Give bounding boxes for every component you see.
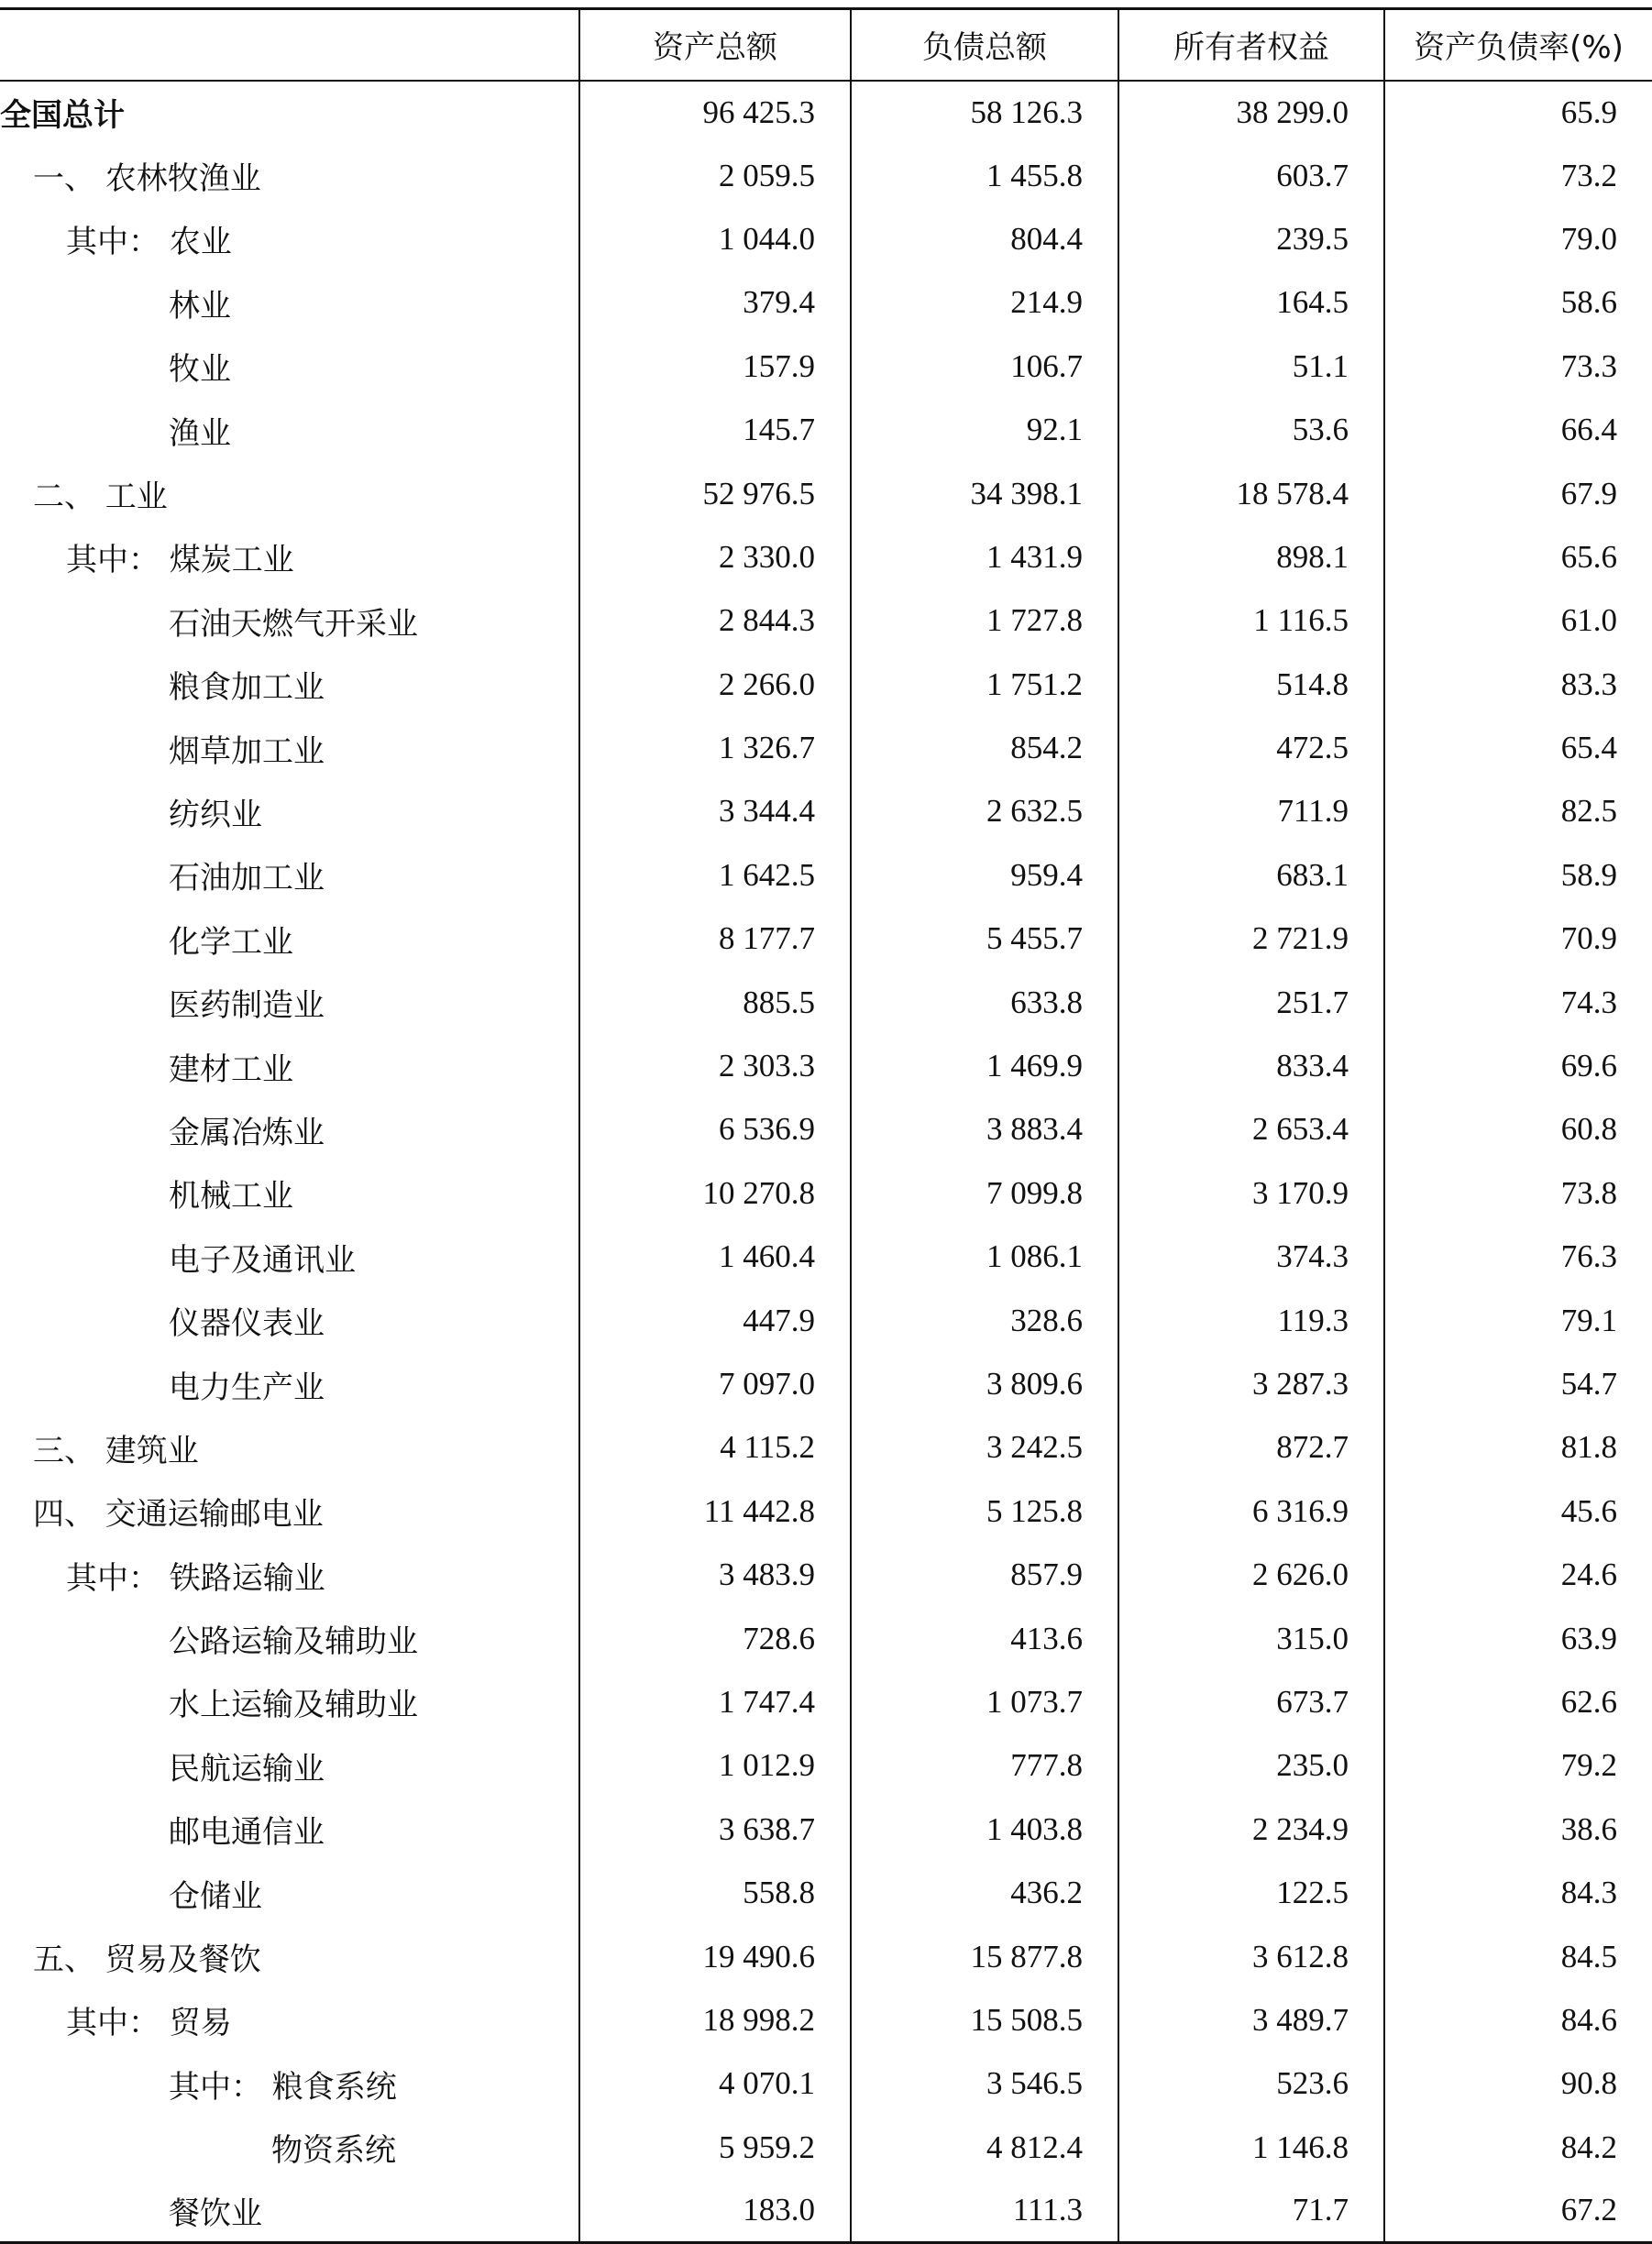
industry-name-cell	[0, 843, 579, 907]
owners-equity-cell: 315.0	[1118, 1607, 1384, 1670]
debt-ratio-cell: 73.3	[1384, 335, 1652, 398]
debt-ratio-cell: 84.6	[1384, 1988, 1652, 2052]
industry-label: 建材工业	[169, 1050, 293, 1088]
debt-ratio-cell: 82.5	[1384, 780, 1652, 843]
table-row	[0, 1034, 1652, 1097]
industry-label: 其中： 铁路运输业	[66, 1559, 325, 1597]
total-liabilities-cell: 436.2	[851, 1861, 1118, 1924]
total-liabilities-cell: 5 125.8	[851, 1480, 1118, 1543]
total-assets-cell: 1 012.9	[579, 1734, 851, 1798]
industry-label: 二、 工业	[33, 478, 168, 516]
industry-name-cell	[0, 1226, 579, 1289]
owners-equity-cell: 3 489.7	[1118, 1988, 1384, 2052]
table-row	[0, 1925, 1652, 1988]
debt-ratio-cell: 67.2	[1384, 2179, 1652, 2242]
debt-ratio-cell: 60.8	[1384, 1098, 1652, 1161]
industry-label: 餐饮业	[169, 2194, 262, 2232]
total-liabilities-cell: 1 073.7	[851, 1670, 1118, 1733]
total-liabilities-cell: 1 455.8	[851, 144, 1118, 207]
total-assets-cell: 2 303.3	[579, 1034, 851, 1097]
industry-label: 全国总计	[0, 97, 125, 135]
industry-label: 仪器仪表业	[169, 1305, 325, 1343]
industry-label: 其中： 煤炭工业	[66, 542, 294, 579]
total-assets-cell: 52 976.5	[579, 462, 851, 525]
industry-label: 渔业	[169, 414, 231, 452]
industry-name-cell	[0, 589, 579, 653]
total-assets-cell: 379.4	[579, 271, 851, 335]
owners-equity-cell: 898.1	[1118, 525, 1384, 588]
owners-equity-cell: 239.5	[1118, 207, 1384, 270]
owners-equity-cell: 122.5	[1118, 1861, 1384, 1924]
owners-equity-cell: 38 299.0	[1118, 81, 1384, 144]
table-row	[0, 908, 1652, 971]
debt-ratio-cell: 63.9	[1384, 1607, 1652, 1670]
total-liabilities-cell: 34 398.1	[851, 462, 1118, 525]
total-assets-cell: 2 266.0	[579, 653, 851, 716]
table-row	[0, 335, 1652, 398]
header-total-liabilities: 负债总额	[851, 9, 1118, 81]
total-assets-cell: 447.9	[579, 1289, 851, 1352]
total-liabilities-cell: 15 508.5	[851, 1988, 1118, 2052]
total-liabilities-cell: 3 809.6	[851, 1352, 1118, 1415]
header-row	[0, 9, 1652, 81]
debt-ratio-cell: 45.6	[1384, 1480, 1652, 1543]
owners-equity-cell: 18 578.4	[1118, 462, 1384, 525]
total-assets-cell: 3 344.4	[579, 780, 851, 843]
table-row	[0, 1798, 1652, 1861]
table-row	[0, 1734, 1652, 1798]
industry-label: 牧业	[169, 351, 231, 389]
owners-equity-cell: 235.0	[1118, 1734, 1384, 1798]
industry-label: 电子及通讯业	[169, 1241, 356, 1279]
industry-name-cell	[0, 1670, 579, 1733]
debt-ratio-cell: 24.6	[1384, 1543, 1652, 1606]
total-liabilities-cell: 2 632.5	[851, 780, 1118, 843]
table-row	[0, 2052, 1652, 2116]
industry-label: 金属冶炼业	[169, 1114, 325, 1151]
owners-equity-cell: 673.7	[1118, 1670, 1384, 1733]
industry-label: 纺织业	[169, 796, 262, 833]
industry-name-cell	[0, 398, 579, 461]
total-assets-cell: 558.8	[579, 1861, 851, 1924]
industry-label: 化学工业	[169, 923, 293, 961]
total-assets-cell: 2 330.0	[579, 525, 851, 588]
industry-label: 民航运输业	[169, 1750, 325, 1788]
industry-label: 林业	[169, 287, 231, 324]
total-assets-cell: 19 490.6	[579, 1925, 851, 1988]
header-owners-equity: 所有者权益	[1118, 9, 1384, 81]
industry-name-cell	[0, 1607, 579, 1670]
total-assets-cell: 3 638.7	[579, 1798, 851, 1861]
total-assets-cell: 2 059.5	[579, 144, 851, 207]
owners-equity-cell: 1 146.8	[1118, 2116, 1384, 2179]
owners-equity-cell: 833.4	[1118, 1034, 1384, 1097]
table-row	[0, 525, 1652, 588]
industry-label: 五、 贸易及餐饮	[33, 1942, 261, 1979]
total-liabilities-cell: 106.7	[851, 335, 1118, 398]
total-assets-cell: 10 270.8	[579, 1161, 851, 1225]
header-total-assets: 资产总额	[579, 9, 851, 81]
total-liabilities-cell: 111.3	[851, 2179, 1118, 2242]
debt-ratio-cell: 65.4	[1384, 716, 1652, 779]
industry-name-cell	[0, 1480, 579, 1543]
owners-equity-cell: 6 316.9	[1118, 1480, 1384, 1543]
total-assets-cell: 11 442.8	[579, 1480, 851, 1543]
debt-ratio-cell: 65.6	[1384, 525, 1652, 588]
total-assets-cell: 8 177.7	[579, 908, 851, 971]
debt-ratio-cell: 81.8	[1384, 1416, 1652, 1480]
table-row	[0, 462, 1652, 525]
table-row	[0, 716, 1652, 779]
industry-label: 石油天燃气开采业	[169, 605, 418, 643]
industry-name-cell	[0, 1352, 579, 1415]
debt-ratio-cell: 62.6	[1384, 1670, 1652, 1733]
debt-ratio-cell: 61.0	[1384, 589, 1652, 653]
debt-ratio-cell: 84.2	[1384, 2116, 1652, 2179]
table-row	[0, 653, 1652, 716]
debt-ratio-cell: 79.0	[1384, 207, 1652, 270]
owners-equity-cell: 51.1	[1118, 335, 1384, 398]
total-assets-cell: 2 844.3	[579, 589, 851, 653]
table-row	[0, 1289, 1652, 1352]
owners-equity-cell: 251.7	[1118, 971, 1384, 1034]
industry-name-cell	[0, 271, 579, 335]
industry-label: 物资系统	[271, 2132, 396, 2170]
table-header	[0, 9, 1652, 81]
owners-equity-cell: 872.7	[1118, 1416, 1384, 1480]
total-assets-cell: 6 536.9	[579, 1098, 851, 1161]
total-assets-cell: 183.0	[579, 2179, 851, 2242]
industry-label: 其中： 农业	[66, 224, 232, 261]
total-liabilities-cell: 3 546.5	[851, 2052, 1118, 2116]
industry-label: 石油加工业	[169, 860, 325, 897]
owners-equity-cell: 523.6	[1118, 2052, 1384, 2116]
table-row	[0, 780, 1652, 843]
industry-name-cell	[0, 2179, 579, 2242]
total-assets-cell: 1 326.7	[579, 716, 851, 779]
debt-ratio-cell: 67.9	[1384, 462, 1652, 525]
industry-label: 其中： 贸易	[66, 2005, 232, 2042]
industry-name-cell	[0, 207, 579, 270]
total-liabilities-cell: 1 751.2	[851, 653, 1118, 716]
owners-equity-cell: 164.5	[1118, 271, 1384, 335]
debt-ratio-cell: 58.9	[1384, 843, 1652, 907]
debt-ratio-cell: 83.3	[1384, 653, 1652, 716]
owners-equity-cell: 472.5	[1118, 716, 1384, 779]
industry-label: 四、 交通运输邮电业	[33, 1496, 324, 1534]
total-liabilities-cell: 804.4	[851, 207, 1118, 270]
debt-ratio-cell: 38.6	[1384, 1798, 1652, 1861]
industry-label: 水上运输及辅助业	[169, 1687, 418, 1724]
total-liabilities-cell: 633.8	[851, 971, 1118, 1034]
industry-name-cell	[0, 1098, 579, 1161]
table-row	[0, 1543, 1652, 1606]
header-industry	[0, 9, 579, 81]
industry-name-cell	[0, 2116, 579, 2179]
total-liabilities-cell: 214.9	[851, 271, 1118, 335]
industry-label: 三、 建筑业	[33, 1432, 199, 1469]
industry-label: 邮电通信业	[169, 1814, 325, 1852]
total-liabilities-cell: 413.6	[851, 1607, 1118, 1670]
industry-name-cell	[0, 971, 579, 1034]
total-liabilities-cell: 1 431.9	[851, 525, 1118, 588]
total-assets-cell: 885.5	[579, 971, 851, 1034]
total-liabilities-cell: 1 727.8	[851, 589, 1118, 653]
table-row	[0, 971, 1652, 1034]
total-assets-cell: 7 097.0	[579, 1352, 851, 1415]
owners-equity-cell: 374.3	[1118, 1226, 1384, 1289]
industry-name-cell	[0, 653, 579, 716]
industry-label: 机械工业	[169, 1178, 293, 1216]
debt-ratio-cell: 65.9	[1384, 81, 1652, 144]
owners-equity-cell: 2 626.0	[1118, 1543, 1384, 1606]
debt-ratio-cell: 90.8	[1384, 2052, 1652, 2116]
owners-equity-cell: 119.3	[1118, 1289, 1384, 1352]
debt-ratio-cell: 79.2	[1384, 1734, 1652, 1798]
owners-equity-cell: 683.1	[1118, 843, 1384, 907]
owners-equity-cell: 2 234.9	[1118, 1798, 1384, 1861]
debt-ratio-cell: 79.1	[1384, 1289, 1652, 1352]
industry-name-cell	[0, 525, 579, 588]
owners-equity-cell: 3 170.9	[1118, 1161, 1384, 1225]
industry-name-cell	[0, 2052, 579, 2116]
industry-name-cell	[0, 144, 579, 207]
debt-ratio-cell: 73.8	[1384, 1161, 1652, 1225]
total-assets-cell: 728.6	[579, 1607, 851, 1670]
table-row	[0, 2179, 1652, 2242]
table-row	[0, 1480, 1652, 1543]
industry-label: 电力生产业	[169, 1369, 325, 1406]
table-row	[0, 2116, 1652, 2179]
industry-label: 其中： 粮食系统	[169, 2068, 397, 2106]
total-assets-cell: 96 425.3	[579, 81, 851, 144]
industry-name-cell	[0, 335, 579, 398]
total-assets-cell: 1 747.4	[579, 1670, 851, 1733]
owners-equity-cell: 603.7	[1118, 144, 1384, 207]
table-row	[0, 1416, 1652, 1480]
table-row	[0, 1861, 1652, 1924]
owners-equity-cell: 3 287.3	[1118, 1352, 1384, 1415]
total-liabilities-cell: 5 455.7	[851, 908, 1118, 971]
table-body	[0, 81, 1652, 2243]
total-liabilities-cell: 1 469.9	[851, 1034, 1118, 1097]
table-row	[0, 843, 1652, 907]
table-row	[0, 1988, 1652, 2052]
total-liabilities-cell: 1 403.8	[851, 1798, 1118, 1861]
total-liabilities-cell: 58 126.3	[851, 81, 1118, 144]
industry-balance-table	[0, 7, 1652, 2244]
total-assets-cell: 1 044.0	[579, 207, 851, 270]
total-assets-cell: 145.7	[579, 398, 851, 461]
total-liabilities-cell: 328.6	[851, 1289, 1118, 1352]
table-row	[0, 1670, 1652, 1733]
table-row	[0, 1607, 1652, 1670]
header-debt-ratio: 资产负债率(%)	[1384, 9, 1652, 81]
total-assets-cell: 4 070.1	[579, 2052, 851, 2116]
debt-ratio-cell: 70.9	[1384, 908, 1652, 971]
industry-name-cell	[0, 1543, 579, 1606]
industry-label: 公路运输及辅助业	[169, 1623, 418, 1661]
table-row	[0, 1226, 1652, 1289]
industry-name-cell	[0, 1798, 579, 1861]
total-assets-cell: 157.9	[579, 335, 851, 398]
table-row	[0, 1352, 1652, 1415]
debt-ratio-cell: 69.6	[1384, 1034, 1652, 1097]
total-liabilities-cell: 854.2	[851, 716, 1118, 779]
table-row	[0, 398, 1652, 461]
industry-name-cell	[0, 1161, 579, 1225]
total-liabilities-cell: 857.9	[851, 1543, 1118, 1606]
total-liabilities-cell: 4 812.4	[851, 2116, 1118, 2179]
total-assets-cell: 3 483.9	[579, 1543, 851, 1606]
debt-ratio-cell: 84.3	[1384, 1861, 1652, 1924]
debt-ratio-cell: 73.2	[1384, 144, 1652, 207]
industry-label: 医药制造业	[169, 987, 325, 1025]
total-liabilities-cell: 3 883.4	[851, 1098, 1118, 1161]
debt-ratio-cell: 54.7	[1384, 1352, 1652, 1415]
total-assets-cell: 1 460.4	[579, 1226, 851, 1289]
industry-label: 仓储业	[169, 1877, 262, 1915]
industry-name-cell	[0, 716, 579, 779]
total-liabilities-cell: 1 086.1	[851, 1226, 1118, 1289]
total-assets-cell: 4 115.2	[579, 1416, 851, 1480]
debt-ratio-cell: 74.3	[1384, 971, 1652, 1034]
total-liabilities-cell: 15 877.8	[851, 1925, 1118, 1988]
industry-name-cell	[0, 1289, 579, 1352]
debt-ratio-cell: 84.5	[1384, 1925, 1652, 1988]
industry-name-cell	[0, 81, 579, 144]
owners-equity-cell: 711.9	[1118, 780, 1384, 843]
industry-name-cell	[0, 780, 579, 843]
industry-name-cell	[0, 1925, 579, 1988]
table-row	[0, 207, 1652, 270]
owners-equity-cell: 2 721.9	[1118, 908, 1384, 971]
owners-equity-cell: 53.6	[1118, 398, 1384, 461]
industry-label: 一、 农林牧渔业	[33, 160, 261, 198]
industry-label: 粮食加工业	[169, 669, 325, 707]
industry-name-cell	[0, 1988, 579, 2052]
total-liabilities-cell: 959.4	[851, 843, 1118, 907]
total-assets-cell: 5 959.2	[579, 2116, 851, 2179]
table-row	[0, 81, 1652, 144]
table-row	[0, 1098, 1652, 1161]
industry-name-cell	[0, 1034, 579, 1097]
total-liabilities-cell: 777.8	[851, 1734, 1118, 1798]
owners-equity-cell: 3 612.8	[1118, 1925, 1384, 1988]
total-liabilities-cell: 7 099.8	[851, 1161, 1118, 1225]
owners-equity-cell: 514.8	[1118, 653, 1384, 716]
industry-name-cell	[0, 1734, 579, 1798]
table-row	[0, 144, 1652, 207]
total-liabilities-cell: 3 242.5	[851, 1416, 1118, 1480]
industry-name-cell	[0, 908, 579, 971]
table-row	[0, 271, 1652, 335]
table-row	[0, 1161, 1652, 1225]
total-assets-cell: 18 998.2	[579, 1988, 851, 2052]
industry-name-cell	[0, 1416, 579, 1480]
table-row	[0, 589, 1652, 653]
owners-equity-cell: 2 653.4	[1118, 1098, 1384, 1161]
debt-ratio-cell: 66.4	[1384, 398, 1652, 461]
owners-equity-cell: 71.7	[1118, 2179, 1384, 2242]
industry-name-cell	[0, 462, 579, 525]
total-assets-cell: 1 642.5	[579, 843, 851, 907]
total-liabilities-cell: 92.1	[851, 398, 1118, 461]
owners-equity-cell: 1 116.5	[1118, 589, 1384, 653]
debt-ratio-cell: 58.6	[1384, 271, 1652, 335]
industry-label: 烟草加工业	[169, 732, 325, 770]
debt-ratio-cell: 76.3	[1384, 1226, 1652, 1289]
industry-name-cell	[0, 1861, 579, 1924]
